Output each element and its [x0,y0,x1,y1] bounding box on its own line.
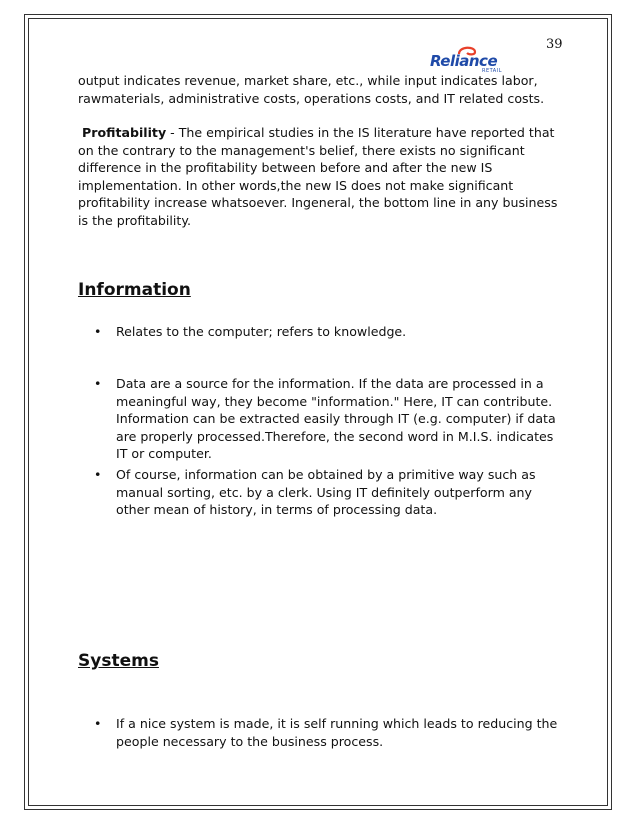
list-item [78,715,562,750]
bullet-icon: • [94,376,102,391]
systems-bullet-list [78,715,562,750]
list-item [78,375,562,463]
bullet-icon: • [94,324,102,339]
list-item [78,323,562,341]
reliance-retail-logo [430,44,504,74]
list-item [78,466,562,519]
profitability-text: - The empirical studies in the IS literature have reported that on the contrary to the management's belief, there exists no significant difference in the profitability between before and after the new IS implementation. In other words,the new IS does not make significant profitability increase whatsoever. Ingeneral, the bottom line in any business is the profitability. [78,125,558,228]
page-number: 39 [546,37,563,52]
systems-heading: Systems [78,651,159,671]
logo-brand-text: Reliance [430,52,498,70]
bullet-icon: • [94,716,102,731]
information-bullet-list-2 [78,375,562,463]
list-item-text: If a nice system is made, it is self running which leads to reducing the people necessary to the business process. [116,716,558,749]
information-bullet-list-1 [78,323,562,341]
profitability-term: Profitability [82,125,167,140]
information-heading: Information [78,280,191,300]
intro-paragraph: output indicates revenue, market share, etc., while input indicates labor, rawmaterials, administrative costs, operations costs, and IT related costs. [78,73,545,106]
list-item-text: Data are a source for the information. If the data are processed in a meaningful way, they become "information." Here, IT can contribute. Information can be extracted easily through IT (e.g. computer) if data are properly processed.Therefore, the second word in M.I.S. indicates IT or computer. [116,376,556,461]
list-item-text: Of course, information can be obtained by a primitive way such as manual sorting, etc. by a clerk. Using IT definitely outperform any other mean of history, in terms of processing data. [116,467,536,517]
list-item-text: Relates to the computer; refers to knowledge. [116,324,407,339]
bullet-icon: • [94,467,102,482]
information-bullet-list-3 [78,466,562,519]
logo-sub-text: RETAIL [482,68,502,74]
profitability-paragraph [78,124,562,229]
